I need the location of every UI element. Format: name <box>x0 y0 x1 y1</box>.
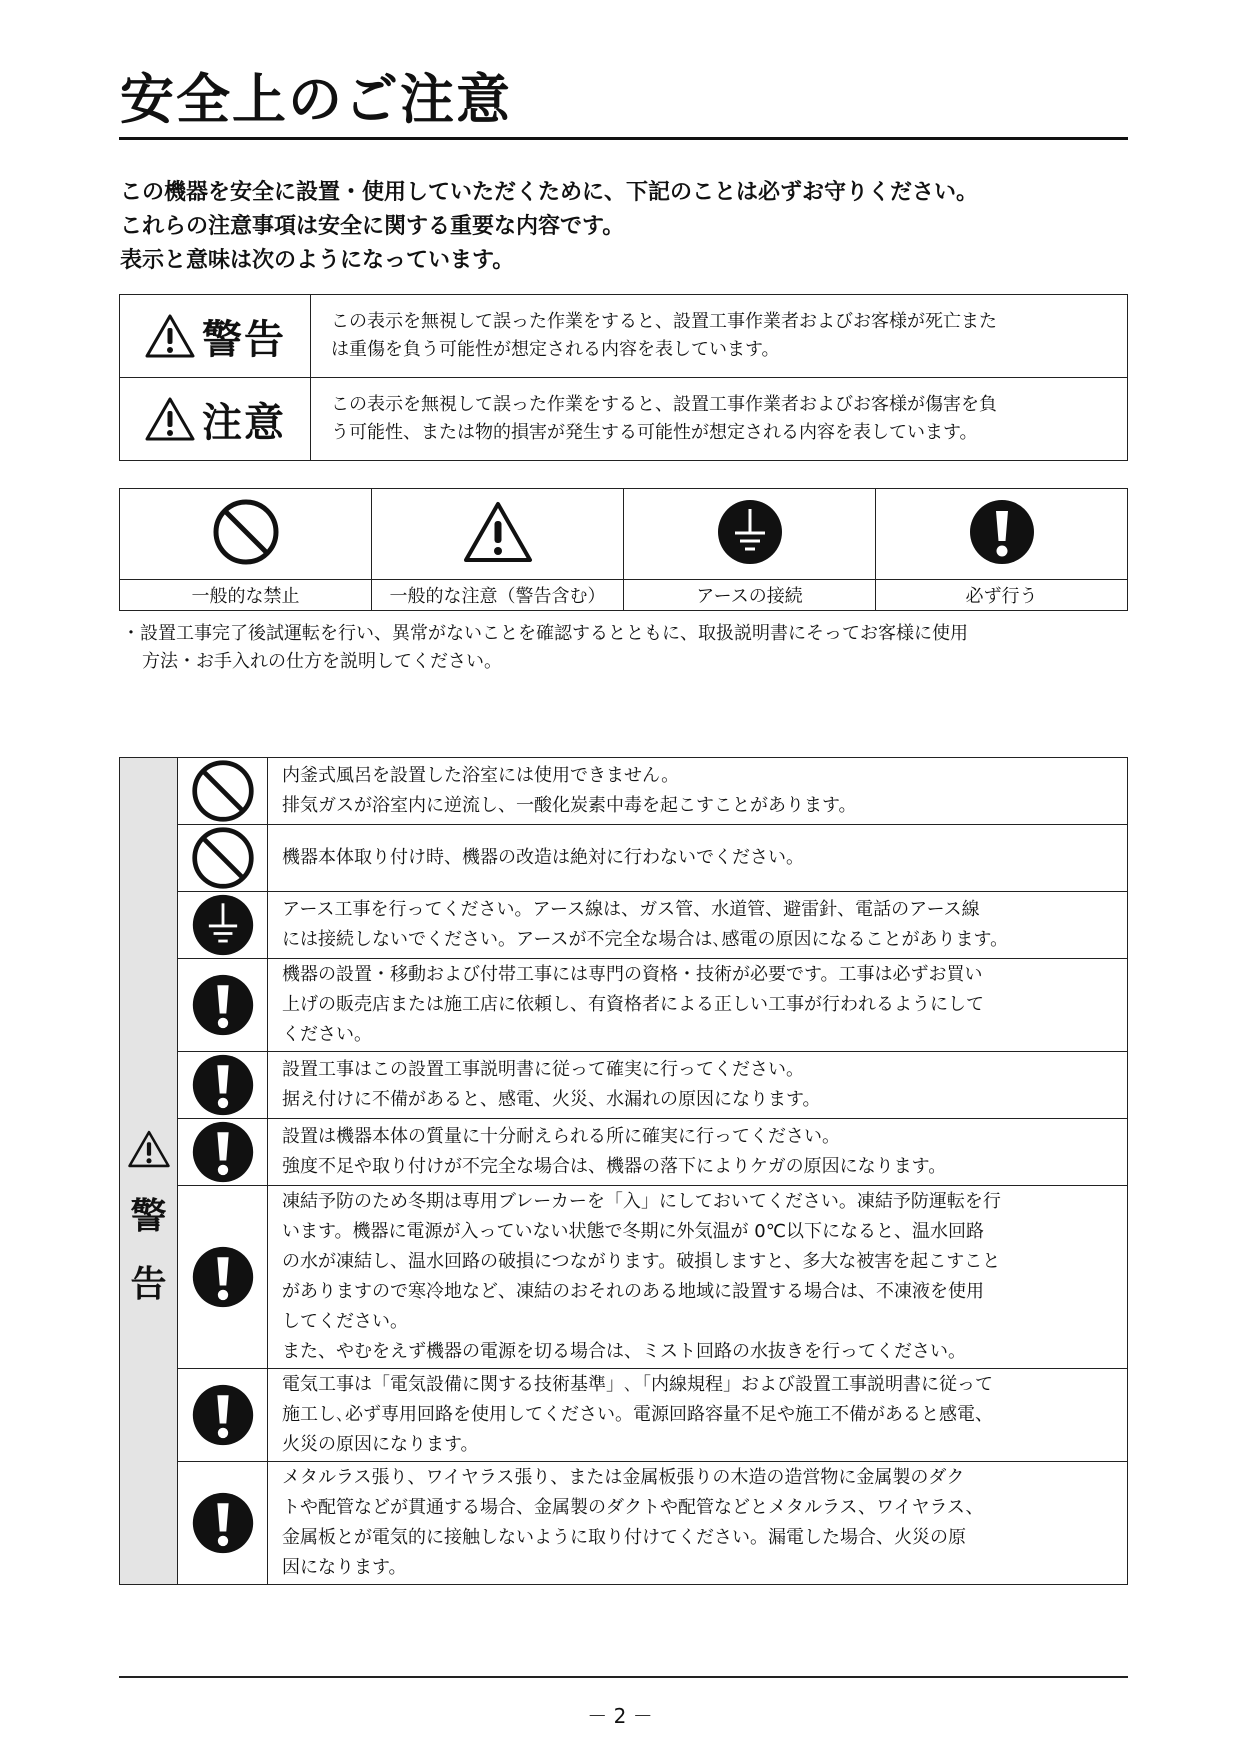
warning-text <box>268 825 1128 892</box>
mandatory-icon <box>190 1244 256 1310</box>
ground-icon <box>190 892 256 958</box>
caution-triangle-icon <box>462 500 534 564</box>
warning-text-line: 金属板とが電気的に接触しないように取り付けてください。漏電した場合、火災の原 <box>282 1527 966 1548</box>
warning-triangle-icon <box>144 313 196 359</box>
warning-text-line: 排気ガスが浴室内に逆流し、一酸化炭素中毒を起こすことがあります。 <box>282 795 857 816</box>
symbol-caption: 一般的な禁止 <box>120 580 372 611</box>
warning-text-line: 内釜式風呂を設置した浴室には使用できません。 <box>282 765 680 786</box>
symbol-caption: 一般的な注意（警告含む） <box>372 580 624 611</box>
warning-text-line: 施工し､必ず専用回路を使用してください。電源回路容量不足や施工不備があると感電、 <box>282 1404 993 1425</box>
description-line: この表示を無視して誤った作業をすると、設置工事作業者およびお客様が傷害を負 <box>331 394 997 415</box>
warning-item <box>120 1369 1128 1462</box>
intro-line: この機器を安全に設置・使用していただくために、下記のことは必ずお守りください。 <box>120 180 979 205</box>
warning-item <box>120 1052 1128 1119</box>
side-label-char: 警 <box>130 1195 167 1237</box>
warning-text-line: アース工事を行ってください。アース線は、ガス管、水道管、避雷針、電話のアース線 <box>282 899 980 920</box>
warning-text-line: また、やむをえず機器の電源を切る場合は、ミスト回路の水抜きを行ってください。 <box>282 1341 966 1362</box>
warning-text-line: には接続しないでください。アースが不完全な場合は､感電の原因になることがあります。 <box>282 929 1009 950</box>
warning-text-line: 機器の設置・移動および付帯工事には専門の資格・技術が必要です。工事は必ずお買い <box>282 964 983 985</box>
warning-text-line: 設置工事はこの設置工事説明書に従って確実に行ってください。 <box>282 1059 804 1080</box>
symbol-caption: アースの接続 <box>624 580 876 611</box>
mandatory-icon <box>190 1052 256 1118</box>
note-line: 設置工事完了後試運転を行い、異常がないことを確認するとともに、取扱説明書にそってお客様に使用 <box>140 623 968 644</box>
intro-line: これらの注意事項は安全に関する重要な内容です。 <box>120 214 625 239</box>
warning-text-line: 機器本体取り付け時、機器の改造は絶対に行わないでください。 <box>282 847 804 868</box>
warning-text-line: 強度不足や取り付けが不完全な場合は、機器の落下によりケガの原因になります。 <box>282 1156 947 1177</box>
warning-text-line: います。機器に電源が入っていない状態で冬期に外気温が 0℃以下になると、温水回路 <box>282 1221 984 1242</box>
warning-text-line: トや配管などが貫通する場合、金属製のダクトや配管などとメタルラス、ワイヤラス、 <box>282 1497 984 1518</box>
warning-text-line: ください。 <box>282 1024 372 1045</box>
prohibition-icon <box>190 758 256 824</box>
title-rule <box>119 137 1128 140</box>
prohibition-icon <box>211 497 281 567</box>
description-line: は重傷を負う可能性が想定される内容を表しています。 <box>331 339 780 360</box>
installation-note <box>122 620 1132 676</box>
warning-text <box>268 1462 1128 1585</box>
intro-line: 表示と意味は次のようになっています。 <box>120 248 515 273</box>
mandatory-icon <box>190 1490 256 1556</box>
warning-text-line: 設置は機器本体の質量に十分耐えられる所に確実に行ってください。 <box>282 1126 840 1147</box>
symbol-caption: 必ず行う <box>876 580 1128 611</box>
warning-text-line: 火災の原因になります。 <box>282 1434 479 1455</box>
mandatory-icon <box>190 972 256 1038</box>
side-label-char: 告 <box>130 1263 167 1305</box>
signal-word-legend <box>119 294 1128 461</box>
warning-text <box>268 1369 1128 1462</box>
description-line: この表示を無視して誤った作業をすると、設置工事作業者およびお客様が死亡また <box>331 311 997 332</box>
note-bullet: ・ <box>122 623 140 644</box>
warning-text-line: 上げの販売店または施工店に依頼し、有資格者による正しい工事が行われるようにして <box>282 994 984 1015</box>
mandatory-icon <box>190 1119 256 1185</box>
prohibition-icon <box>190 825 256 891</box>
warning-text-line: がありますので寒冷地など、凍結のおそれのある地域に設置する場合は、不凍液を使用 <box>282 1281 984 1302</box>
page-title: 安全上のご注意 <box>120 68 512 131</box>
mandatory-icon <box>967 497 1037 567</box>
legend-row-caution <box>120 378 1128 461</box>
warning-triangle-icon <box>127 1129 171 1169</box>
warning-text <box>268 959 1128 1052</box>
warning-item <box>120 892 1128 959</box>
warning-text <box>268 1186 1128 1369</box>
warning-text <box>268 1052 1128 1119</box>
intro-text <box>120 176 1130 278</box>
warning-item <box>120 1462 1128 1585</box>
warning-text-line: 凍結予防のため冬期は専用ブレーカーを「入」にしておいてください。凍結予防運転を行 <box>282 1191 1001 1212</box>
signal-word-warning: 警告 <box>202 316 286 363</box>
warning-text-line: 電気工事は「電気設備に関する技術基準」､「内線規程」および設置工事説明書に従って <box>282 1374 993 1395</box>
warning-text-line: 据え付けに不備があると、感電、火災、水漏れの原因になります。 <box>282 1089 821 1110</box>
warning-item <box>120 758 1128 825</box>
footer-rule <box>119 1676 1128 1678</box>
ground-icon <box>715 497 785 567</box>
description-line: う可能性、または物的損害が発生する可能性が想定される内容を表しています。 <box>331 422 978 443</box>
legend-row-warning <box>120 295 1128 378</box>
signal-word-caution: 注意 <box>202 399 286 446</box>
legend-description <box>311 378 1128 461</box>
legend-description <box>311 295 1128 378</box>
note-line: 方法・お手入れの仕方を説明してください。 <box>142 651 502 672</box>
warning-text <box>268 1119 1128 1186</box>
warning-text-line: メタルラス張り、ワイヤラス張り、または金属板張りの木造の造営物に金属製のダク <box>282 1467 965 1488</box>
mandatory-icon <box>190 1382 256 1448</box>
warning-text-line: してください。 <box>282 1311 408 1332</box>
warning-item <box>120 1186 1128 1369</box>
symbol-legend <box>119 488 1128 611</box>
page-number: － 2 － <box>587 1704 653 1728</box>
warning-text <box>268 758 1128 825</box>
warning-text-line: の水が凍結し、温水回路の破損につながります。破損しますと、多大な被害を起こすこと <box>282 1251 1001 1272</box>
warning-text-line: 因になります。 <box>282 1557 407 1578</box>
warning-table <box>119 757 1128 1585</box>
warning-item <box>120 959 1128 1052</box>
warning-triangle-icon <box>144 396 196 442</box>
warning-item <box>120 825 1128 892</box>
warning-item <box>120 1119 1128 1186</box>
warning-text <box>268 892 1128 959</box>
warning-side-label <box>120 758 178 1585</box>
